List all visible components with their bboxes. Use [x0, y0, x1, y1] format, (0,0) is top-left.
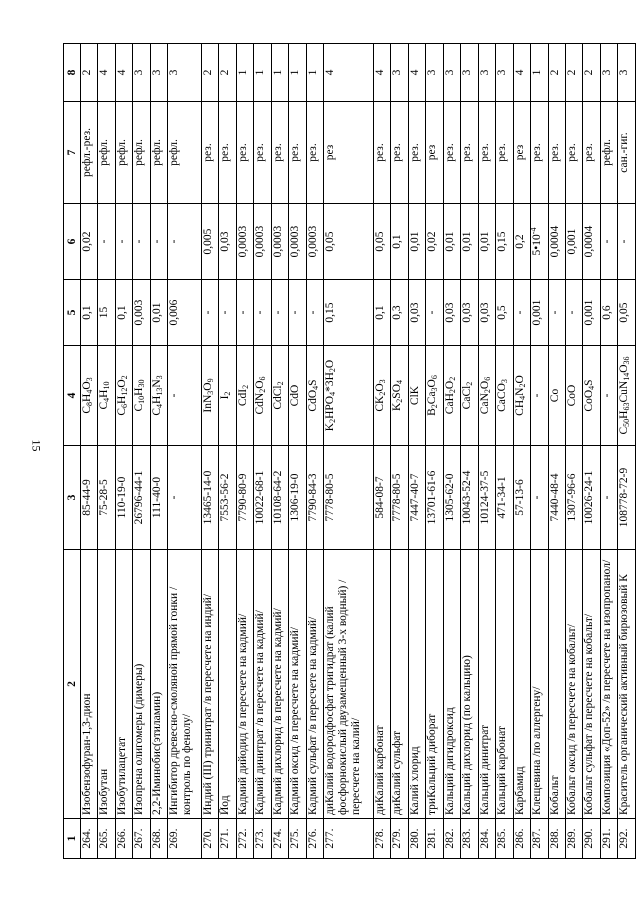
- cell-c5: 0,03: [408, 280, 425, 346]
- cell-c7: рез.: [219, 102, 236, 204]
- cell-c7: рез.: [271, 102, 288, 204]
- cell-c8: 3: [618, 44, 636, 102]
- cell-name: Йод: [219, 550, 236, 819]
- cell-name: Изобутилацетат: [115, 550, 132, 819]
- cell-c8: 1: [236, 44, 253, 102]
- cell-formula: $C_{50}H_{63}CuN_{14}O_{36}$: [618, 346, 636, 446]
- cell-c8: 1: [271, 44, 288, 102]
- cell-c8: 1: [306, 44, 323, 102]
- cell-formula: CdI$_2$: [236, 346, 253, 446]
- cell-formula: CoO$_4$S: [583, 346, 600, 446]
- cell-c5: -: [271, 280, 288, 346]
- cell-formula: $I_2$: [219, 346, 236, 446]
- cell-num: 284.: [478, 819, 495, 859]
- cell-c8: 2: [548, 44, 565, 102]
- cell-c5: 0,03: [443, 280, 460, 346]
- table-row: [201, 44, 218, 859]
- table-row: [548, 44, 565, 859]
- cell-c7: рез.: [548, 102, 565, 204]
- cell-c6: 0,2: [513, 204, 530, 280]
- cell-c7: рез.: [236, 102, 253, 204]
- cell-formula: $CdN_2O_6$: [254, 346, 271, 446]
- table-row: [219, 44, 236, 859]
- cell-formula: $B_2Ca_3O_6$: [426, 346, 443, 446]
- cell-cas: 7790-84-3: [306, 446, 323, 550]
- cell-c8: 2: [201, 44, 218, 102]
- cell-c6: -: [98, 204, 115, 280]
- table-row: [236, 44, 253, 859]
- table-row: [81, 44, 98, 859]
- table-row: [133, 44, 150, 859]
- table-row: [306, 44, 323, 859]
- cell-c8: 3: [133, 44, 150, 102]
- cell-cas: 108778-72-9: [618, 446, 636, 550]
- cell-c7: рефл.: [600, 102, 617, 204]
- cell-num: 287.: [531, 819, 548, 859]
- cell-name: Кальций динитрат: [478, 550, 495, 819]
- table-row: [426, 44, 443, 859]
- cell-c5: -: [219, 280, 236, 346]
- cell-c5: -: [426, 280, 443, 346]
- cell-c8: 4: [115, 44, 132, 102]
- cell-name: Композиция «Доп-52» /в пересчете на изопропанол/: [600, 550, 617, 819]
- cell-c7: рез.: [254, 102, 271, 204]
- cell-name: диКалий водородфосфат тригидрат (калий фосфорнокислый двузамещенный 3-х водный) / пересчете на калий/: [324, 550, 374, 819]
- cell-cas: 111-40-0: [150, 446, 167, 550]
- table-row: [289, 44, 306, 859]
- cell-cas: 1306-19-0: [289, 446, 306, 550]
- cell-cas: -: [168, 446, 202, 550]
- cell-c6: -: [115, 204, 132, 280]
- page-number: 15: [29, 439, 44, 452]
- cell-formula: -: [168, 346, 202, 446]
- cell-name: Клещевина /по аллергену/: [531, 550, 548, 819]
- cell-formula: $CaH_2O_2$: [443, 346, 460, 446]
- table-row: [618, 44, 636, 859]
- cell-c8: 2: [81, 44, 98, 102]
- cell-cas: 7778-80-5: [324, 446, 374, 550]
- table-row: [461, 44, 478, 859]
- cell-cas: 57-13-6: [513, 446, 530, 550]
- table-row: [115, 44, 132, 859]
- cell-num: 270.: [201, 819, 218, 859]
- cell-formula: CoO: [565, 346, 582, 446]
- cell-c7: рез.: [289, 102, 306, 204]
- cell-name: Индий (III) тринитрат /в пересчете на индий/: [201, 550, 218, 819]
- cell-c5: 0,15: [324, 280, 374, 346]
- cell-name: Кобальт оксид /в пересчете на кобальт/: [565, 550, 582, 819]
- cell-name: Кадмий динитрат /в пересчете на кадмий/: [254, 550, 271, 819]
- header-cell: 3: [64, 446, 81, 550]
- cell-c8: 4: [324, 44, 374, 102]
- cell-formula: CdO: [289, 346, 306, 446]
- cell-name: Кадмий оксид /в пересчете на кадмий/: [289, 550, 306, 819]
- cell-cas: 1307-96-6: [565, 446, 582, 550]
- cell-num: 268.: [150, 819, 167, 859]
- cell-cas: 7553-56-2: [219, 446, 236, 550]
- cell-num: 273.: [254, 819, 271, 859]
- cell-c5: -: [236, 280, 253, 346]
- table-row: [408, 44, 425, 859]
- cell-c5: 0,1: [373, 280, 390, 346]
- cell-c6: 0,02: [81, 204, 98, 280]
- table-row: [443, 44, 460, 859]
- cell-c6: 0,1: [391, 204, 408, 280]
- cell-c7: рез: [324, 102, 374, 204]
- cell-formula: $CK_2O_3$: [373, 346, 390, 446]
- cell-c6: -: [133, 204, 150, 280]
- cell-c8: 2: [219, 44, 236, 102]
- cell-c5: -: [254, 280, 271, 346]
- cell-c5: 15: [98, 280, 115, 346]
- cell-c7: рефл.: [98, 102, 115, 204]
- cell-c7: рез.: [306, 102, 323, 204]
- cell-c6: -: [600, 204, 617, 280]
- cell-c5: 0,006: [168, 280, 202, 346]
- cell-c7: рез.: [201, 102, 218, 204]
- cell-name: 2,2-Иминобис(этиламин): [150, 550, 167, 819]
- cell-name: Изобутан: [98, 550, 115, 819]
- cell-num: 292.: [618, 819, 636, 859]
- cell-c5: -: [306, 280, 323, 346]
- cell-c6: $5•10^{-4}$: [531, 204, 548, 280]
- cell-num: 290.: [583, 819, 600, 859]
- cell-cas: 85-44-9: [81, 446, 98, 550]
- header-cell: 2: [64, 550, 81, 819]
- cell-num: 277.: [324, 819, 374, 859]
- cell-num: 288.: [548, 819, 565, 859]
- table-row: [600, 44, 617, 859]
- cell-cas: 110-19-0: [115, 446, 132, 550]
- cell-c8: 3: [443, 44, 460, 102]
- table-row: [531, 44, 548, 859]
- cell-c8: 4: [513, 44, 530, 102]
- cell-num: 286.: [513, 819, 530, 859]
- cell-c5: -: [201, 280, 218, 346]
- cell-cas: 471-34-1: [496, 446, 513, 550]
- cell-c8: 4: [98, 44, 115, 102]
- cell-c6: 0,05: [324, 204, 374, 280]
- cell-formula: ClK: [408, 346, 425, 446]
- header-cell: 1: [64, 819, 81, 859]
- cell-c7: рез.: [373, 102, 390, 204]
- cell-c6: 0,0004: [583, 204, 600, 280]
- cell-num: 264.: [81, 819, 98, 859]
- cell-formula: -: [531, 346, 548, 446]
- cell-num: 271.: [219, 819, 236, 859]
- cell-formula: $CaN_2O_6$: [478, 346, 495, 446]
- cell-formula: $K_2SO_4$: [391, 346, 408, 446]
- cell-c6: 0,05: [373, 204, 390, 280]
- cell-c5: 0,003: [133, 280, 150, 346]
- cell-c6: 0,01: [478, 204, 495, 280]
- cell-c7: рез.: [461, 102, 478, 204]
- cell-c8: 3: [478, 44, 495, 102]
- cell-name: Карбамид: [513, 550, 530, 819]
- cell-formula: $K_2HPO_4*3H_2O$: [324, 346, 374, 446]
- cell-num: 291.: [600, 819, 617, 859]
- cell-formula: $C_8H_4O_3$: [81, 346, 98, 446]
- cell-c7: рефл.: [168, 102, 202, 204]
- table-row: [168, 44, 202, 859]
- cell-c6: 0,0003: [236, 204, 253, 280]
- cell-c5: 0,1: [81, 280, 98, 346]
- cell-c8: 2: [583, 44, 600, 102]
- cell-c7: рефл.: [133, 102, 150, 204]
- table-row: [98, 44, 115, 859]
- header-row: [64, 44, 81, 859]
- cell-num: 265.: [98, 819, 115, 859]
- table-row: [565, 44, 582, 859]
- cell-c7: рефл.-рез.: [81, 102, 98, 204]
- cell-name: Краситель органический активный бирюзовый К: [618, 550, 636, 819]
- cell-c5: -: [548, 280, 565, 346]
- cell-cas: 10022-68-1: [254, 446, 271, 550]
- cell-c6: 0,01: [443, 204, 460, 280]
- cell-c7: рефл.: [115, 102, 132, 204]
- table-row: [478, 44, 495, 859]
- cell-cas: -: [531, 446, 548, 550]
- cell-name: триКальций диборат: [426, 550, 443, 819]
- cell-c5: 0,6: [600, 280, 617, 346]
- cell-name: Кобальт сульфат /в пересчете на кобальт/: [583, 550, 600, 819]
- cell-c7: рез.: [565, 102, 582, 204]
- cell-num: 289.: [565, 819, 582, 859]
- table-row: [271, 44, 288, 859]
- cell-cas: 1305-62-0: [443, 446, 460, 550]
- cell-c5: 0,05: [618, 280, 636, 346]
- cell-formula: CdCl$_2$: [271, 346, 288, 446]
- cell-cas: 10124-37-5: [478, 446, 495, 550]
- table-row: [150, 44, 167, 859]
- table-row: [513, 44, 530, 859]
- cell-c8: 2: [565, 44, 582, 102]
- substances-table: [63, 43, 636, 859]
- cell-name: Изопрена олигомеры (димеры): [133, 550, 150, 819]
- cell-c8: 3: [391, 44, 408, 102]
- table-row: [324, 44, 374, 859]
- cell-formula: CdO$_4$S: [306, 346, 323, 446]
- cell-name: Кальций дигидроксид: [443, 550, 460, 819]
- cell-c8: 1: [254, 44, 271, 102]
- cell-c8: 3: [150, 44, 167, 102]
- cell-c7: сан.-гиг.: [618, 102, 636, 204]
- cell-c5: 0,3: [391, 280, 408, 346]
- cell-c6: 0,0003: [254, 204, 271, 280]
- cell-c6: 0,0003: [289, 204, 306, 280]
- cell-c6: 0,0003: [306, 204, 323, 280]
- cell-formula: Co: [548, 346, 565, 446]
- cell-num: 267.: [133, 819, 150, 859]
- cell-c7: рез.: [478, 102, 495, 204]
- cell-name: Кальций карбонат: [496, 550, 513, 819]
- cell-formula: $InN_3O_9$: [201, 346, 218, 446]
- cell-num: 278.: [373, 819, 390, 859]
- table-row: [373, 44, 390, 859]
- cell-name: Кадмий дихлорид /в пересчете на кадмий/: [271, 550, 288, 819]
- cell-num: 283.: [461, 819, 478, 859]
- cell-cas: 7778-80-5: [391, 446, 408, 550]
- cell-c5: 0,1: [115, 280, 132, 346]
- cell-c5: 0,03: [461, 280, 478, 346]
- cell-num: 275.: [289, 819, 306, 859]
- cell-c6: 0,01: [461, 204, 478, 280]
- cell-c8: 3: [600, 44, 617, 102]
- cell-name: Кадмий дийодид /в пересчете на кадмий/: [236, 550, 253, 819]
- cell-num: 279.: [391, 819, 408, 859]
- cell-c5: 0,03: [478, 280, 495, 346]
- cell-cas: 10026-24-1: [583, 446, 600, 550]
- cell-formula: $C_4H_{13}N_3$: [150, 346, 167, 446]
- cell-formula: $CH_4N_2O$: [513, 346, 530, 446]
- cell-c8: 4: [373, 44, 390, 102]
- cell-name: диКалий карбонат: [373, 550, 390, 819]
- header-cell: 5: [64, 280, 81, 346]
- cell-cas: 7440-48-4: [548, 446, 565, 550]
- cell-c7: рез: [426, 102, 443, 204]
- cell-formula: $C_4H_{10}$: [98, 346, 115, 446]
- cell-c6: -: [168, 204, 202, 280]
- cell-cas: -: [600, 446, 617, 550]
- cell-num: 280.: [408, 819, 425, 859]
- cell-c7: рез: [513, 102, 530, 204]
- cell-num: 272.: [236, 819, 253, 859]
- cell-name: Изобензофуран-1,3-дион: [81, 550, 98, 819]
- cell-c5: -: [565, 280, 582, 346]
- table-row: [254, 44, 271, 859]
- cell-formula: CaCO$_3$: [496, 346, 513, 446]
- cell-c8: 4: [408, 44, 425, 102]
- cell-c6: 0,0004: [548, 204, 565, 280]
- cell-cas: 75-28-5: [98, 446, 115, 550]
- cell-c6: -: [618, 204, 636, 280]
- cell-c6: 0,001: [565, 204, 582, 280]
- cell-c5: -: [289, 280, 306, 346]
- cell-formula: $C_6H_{12}O_2$: [115, 346, 132, 446]
- cell-c6: 0,03: [219, 204, 236, 280]
- cell-formula: $C_{10}H_{30}$: [133, 346, 150, 446]
- cell-num: 274.: [271, 819, 288, 859]
- cell-c7: рез.: [583, 102, 600, 204]
- cell-num: 285.: [496, 819, 513, 859]
- cell-c7: рефл.: [150, 102, 167, 204]
- table-row: [583, 44, 600, 859]
- cell-cas: 7790-80-9: [236, 446, 253, 550]
- cell-num: 282.: [443, 819, 460, 859]
- cell-cas: 10043-52-4: [461, 446, 478, 550]
- rotated-table-container: [63, 44, 636, 859]
- table-row: [391, 44, 408, 859]
- cell-cas: 10108-64-2: [271, 446, 288, 550]
- cell-c5: -: [513, 280, 530, 346]
- cell-c6: -: [150, 204, 167, 280]
- cell-c6: 0,15: [496, 204, 513, 280]
- cell-c6: 0,005: [201, 204, 218, 280]
- header-cell: 7: [64, 102, 81, 204]
- cell-c7: рез.: [408, 102, 425, 204]
- cell-c8: 1: [289, 44, 306, 102]
- cell-c8: 3: [496, 44, 513, 102]
- cell-c6: 0,01: [408, 204, 425, 280]
- cell-c6: 0,02: [426, 204, 443, 280]
- cell-name: диКалий сульфат: [391, 550, 408, 819]
- cell-cas: 584-08-7: [373, 446, 390, 550]
- cell-c5: 0,01: [150, 280, 167, 346]
- table-row: [496, 44, 513, 859]
- cell-name: Кадмий сульфат /в пересчете на кадмий/: [306, 550, 323, 819]
- cell-c8: 1: [531, 44, 548, 102]
- cell-c5: 0,001: [531, 280, 548, 346]
- cell-cas: 26796-44-1: [133, 446, 150, 550]
- cell-c8: 3: [426, 44, 443, 102]
- cell-cas: 13465-14-0: [201, 446, 218, 550]
- cell-formula: -: [600, 346, 617, 446]
- cell-formula: CaCl$_2$: [461, 346, 478, 446]
- cell-name: Кальций дихлорид (по кальцию): [461, 550, 478, 819]
- cell-name: Кобальт: [548, 550, 565, 819]
- cell-num: 266.: [115, 819, 132, 859]
- cell-c6: 0,0003: [271, 204, 288, 280]
- cell-num: 269.: [168, 819, 202, 859]
- cell-c8: 3: [168, 44, 202, 102]
- header-cell: 4: [64, 346, 81, 446]
- cell-cas: 7447-40-7: [408, 446, 425, 550]
- cell-c5: 0,5: [496, 280, 513, 346]
- cell-c5: 0,001: [583, 280, 600, 346]
- cell-c8: 3: [461, 44, 478, 102]
- cell-cas: 13701-61-6: [426, 446, 443, 550]
- cell-num: 276.: [306, 819, 323, 859]
- cell-c7: рез.: [443, 102, 460, 204]
- cell-name: Калий хлорид: [408, 550, 425, 819]
- cell-c7: рез.: [496, 102, 513, 204]
- cell-name: Ингибитор древесно-смоляной прямой гонки /контроль по фенолу/: [168, 550, 202, 819]
- cell-c7: рез.: [391, 102, 408, 204]
- header-cell: 6: [64, 204, 81, 280]
- header-cell: 8: [64, 44, 81, 102]
- cell-c7: рез.: [531, 102, 548, 204]
- cell-num: 281.: [426, 819, 443, 859]
